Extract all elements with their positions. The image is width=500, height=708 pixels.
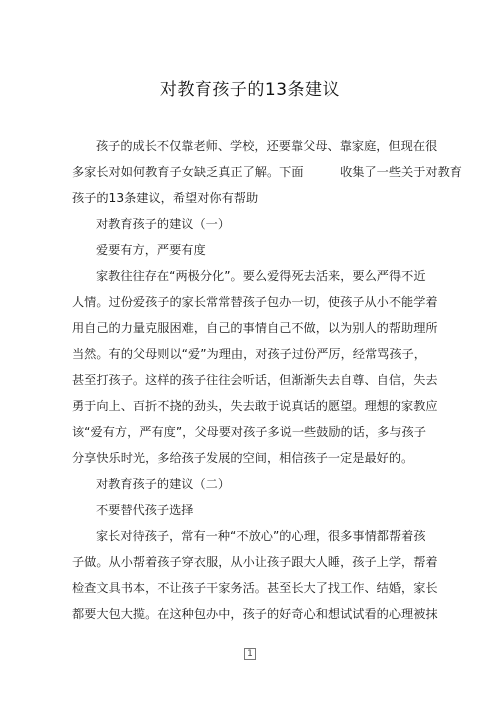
paragraph-line: 家教往往存在“两极分化”。要么爱得死去活来，要么严得不近 <box>96 269 426 283</box>
section-heading: 对教育孩子的建议（二） <box>96 477 231 491</box>
paragraph-line: 人情。过份爱孩子的家长常常替孩子包办一切，使孩子从小不能学着 <box>72 295 438 309</box>
paragraph-line: 孩子的13条建议，希望对你有帮助 <box>72 191 259 205</box>
paragraph-line: 当然。有的父母则以“爱”为理由，对孩子过份严厉，经常骂孩子， <box>72 347 426 361</box>
paragraph-line: 勇于向上、百折不挠的劲头，失去敢于说真话的愿望。理想的家教应 <box>72 399 438 413</box>
page-number <box>0 648 500 660</box>
section-subheading: 不要替代孩子选择 <box>96 503 194 517</box>
paragraph-line: 分享快乐时光，多给孩子发展的空间，相信孩子一定是最好的。 <box>72 451 414 465</box>
paragraph-line: 子做。从小帮着孩子穿衣服，从小让孩子跟大人睡，孩子上学，帮着 <box>72 555 438 569</box>
paragraph-line: 该“爱有方，严有度”，父母要对孩子多说一些鼓励的话，多与孩子 <box>72 425 426 439</box>
paragraph-line: 多家长对如何教育子女缺乏真正了解。下面 收集了一些关于对教育 <box>72 165 462 179</box>
paragraph-line: 检查文具书本，不让孩子干家务活。甚至长大了找工作、结婚，家长 <box>72 581 438 595</box>
page-number-label: 1 <box>244 648 256 660</box>
paragraph-line: 孩子的成长不仅靠老师、学校，还要靠父母、靠家庭，但现在很 <box>96 139 438 153</box>
paragraph-line: 甚至打孩子。这样的孩子往往会听话，但渐渐失去自尊、自信，失去 <box>72 373 438 387</box>
document-title: 对教育孩子的13条建议 <box>159 80 341 100</box>
paragraph-line: 家长对待孩子，常有一种“不放心”的心理，很多事情都帮着孩 <box>96 529 426 543</box>
paragraph-line: 都要大包大揽。在这种包办中，孩子的好奇心和想试试看的心理被抹 <box>72 607 438 621</box>
section-heading: 对教育孩子的建议（一） <box>96 217 231 231</box>
section-subheading: 爱要有方，严要有度 <box>96 243 206 257</box>
paragraph-line: 用自己的力量克服困难，自己的事情自己不做，以为别人的帮助理所 <box>72 321 438 335</box>
